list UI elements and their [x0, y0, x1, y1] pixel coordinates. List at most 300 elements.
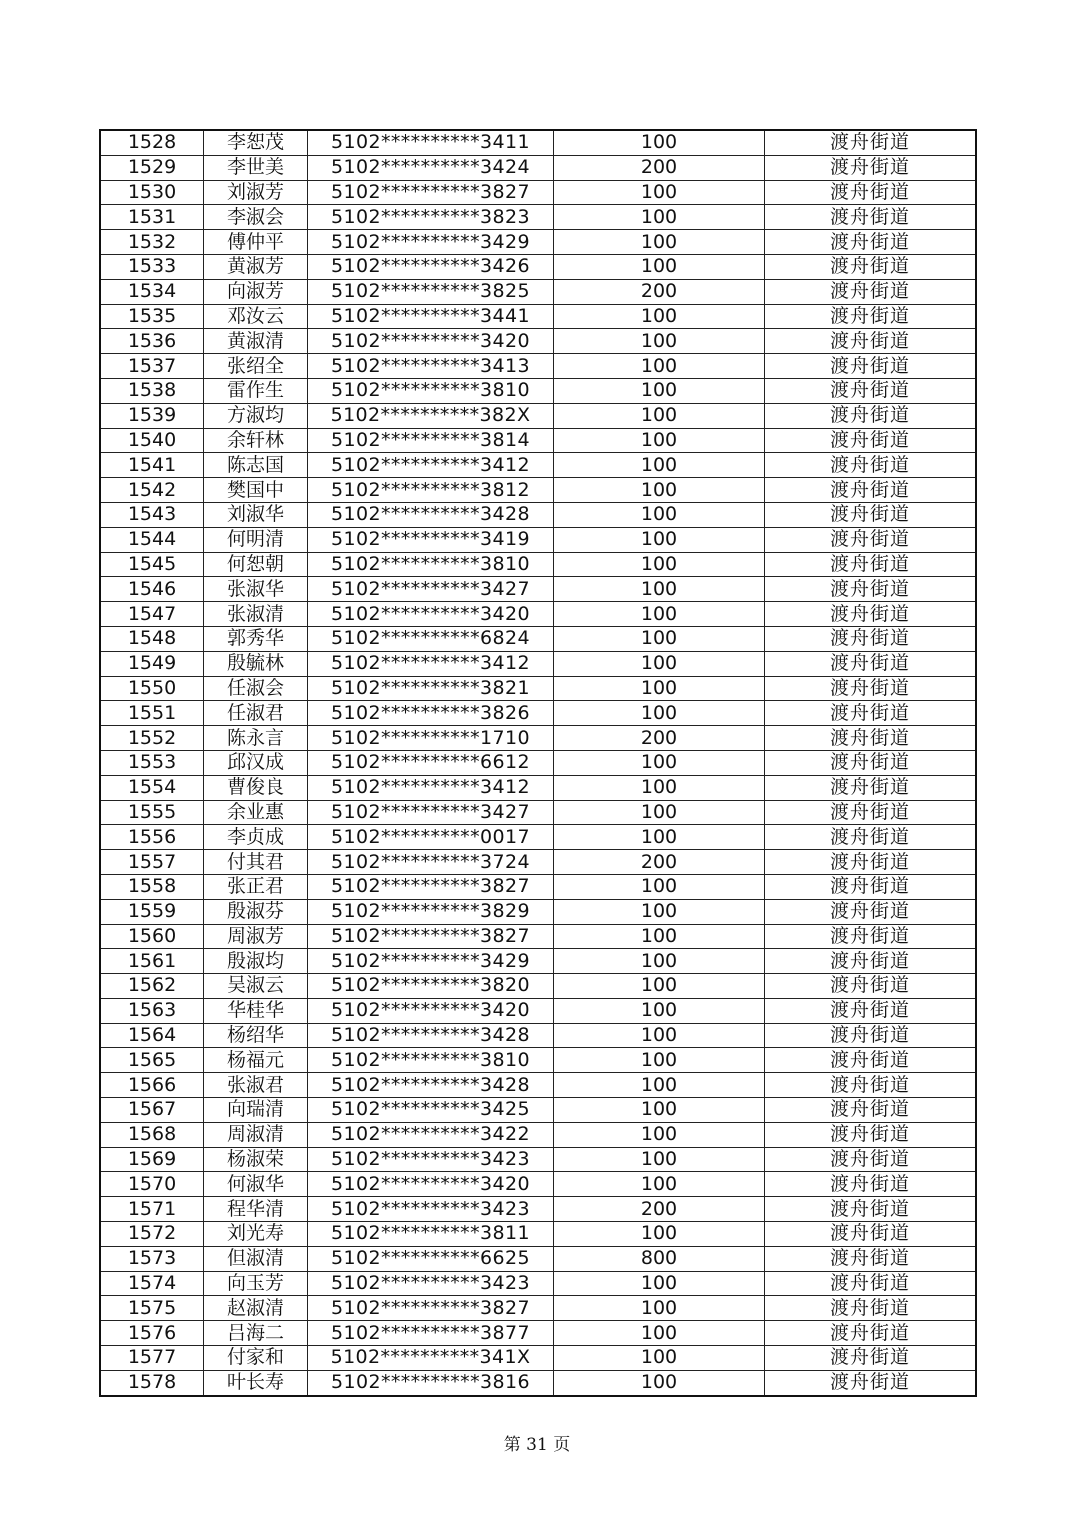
row-number-cell: 1570	[100, 1172, 204, 1197]
row-number-cell: 1560	[100, 924, 204, 949]
table-row	[100, 750, 976, 775]
table-row	[100, 180, 976, 205]
amount-cell: 100	[554, 180, 765, 205]
id-number-cell: 5102**********3420	[308, 329, 554, 354]
amount-cell: 100	[554, 602, 765, 627]
amount-cell: 100	[554, 1222, 765, 1247]
district-cell: 渡舟街道	[765, 1321, 977, 1346]
amount-cell: 100	[554, 750, 765, 775]
table-row	[100, 1147, 976, 1172]
row-number-cell: 1574	[100, 1271, 204, 1296]
amount-cell: 100	[554, 1296, 765, 1321]
district-cell: 渡舟街道	[765, 949, 977, 974]
row-number-cell: 1556	[100, 825, 204, 850]
name-cell: 邓汝云	[204, 304, 308, 329]
name-cell: 周淑芳	[204, 924, 308, 949]
district-cell: 渡舟街道	[765, 602, 977, 627]
district-cell: 渡舟街道	[765, 130, 977, 155]
id-number-cell: 5102**********3427	[308, 577, 554, 602]
district-cell: 渡舟街道	[765, 726, 977, 751]
table-row	[100, 775, 976, 800]
name-cell: 刘淑芳	[204, 180, 308, 205]
id-number-cell: 5102**********3423	[308, 1271, 554, 1296]
district-cell: 渡舟街道	[765, 254, 977, 279]
id-number-cell: 5102**********3724	[308, 850, 554, 875]
name-cell: 吕海二	[204, 1321, 308, 1346]
name-cell: 赵淑清	[204, 1296, 308, 1321]
table-row	[100, 378, 976, 403]
row-number-cell: 1576	[100, 1321, 204, 1346]
table-row	[100, 924, 976, 949]
name-cell: 傅仲平	[204, 230, 308, 255]
id-number-cell: 5102**********3428	[308, 1023, 554, 1048]
table-row	[100, 254, 976, 279]
district-cell: 渡舟街道	[765, 1098, 977, 1123]
district-cell: 渡舟街道	[765, 974, 977, 999]
row-number-cell: 1568	[100, 1122, 204, 1147]
district-cell: 渡舟街道	[765, 775, 977, 800]
name-cell: 刘淑华	[204, 502, 308, 527]
district-cell: 渡舟街道	[765, 155, 977, 180]
name-cell: 殷淑芬	[204, 899, 308, 924]
table-row	[100, 800, 976, 825]
table-row	[100, 205, 976, 230]
table-row	[100, 1346, 976, 1371]
row-number-cell: 1561	[100, 949, 204, 974]
name-cell: 吴淑云	[204, 974, 308, 999]
id-number-cell: 5102**********3426	[308, 254, 554, 279]
district-cell: 渡舟街道	[765, 577, 977, 602]
district-cell: 渡舟街道	[765, 1172, 977, 1197]
table-row	[100, 825, 976, 850]
row-number-cell: 1562	[100, 974, 204, 999]
name-cell: 张绍全	[204, 354, 308, 379]
district-cell: 渡舟街道	[765, 527, 977, 552]
table-row	[100, 949, 976, 974]
table-row	[100, 552, 976, 577]
table-row	[100, 304, 976, 329]
row-number-cell: 1577	[100, 1346, 204, 1371]
district-cell: 渡舟街道	[765, 1073, 977, 1098]
table-row	[100, 527, 976, 552]
district-cell: 渡舟街道	[765, 676, 977, 701]
name-cell: 邱汉成	[204, 750, 308, 775]
amount-cell: 100	[554, 552, 765, 577]
amount-cell: 100	[554, 1147, 765, 1172]
id-number-cell: 5102**********3814	[308, 428, 554, 453]
table-row	[100, 478, 976, 503]
amount-cell: 100	[554, 775, 765, 800]
row-number-cell: 1575	[100, 1296, 204, 1321]
id-number-cell: 5102**********3424	[308, 155, 554, 180]
row-number-cell: 1544	[100, 527, 204, 552]
table-row	[100, 279, 976, 304]
row-number-cell: 1566	[100, 1073, 204, 1098]
district-cell: 渡舟街道	[765, 329, 977, 354]
id-number-cell: 5102**********3823	[308, 205, 554, 230]
table-row	[100, 1370, 976, 1395]
row-number-cell: 1540	[100, 428, 204, 453]
amount-cell: 100	[554, 502, 765, 527]
row-number-cell: 1532	[100, 230, 204, 255]
district-cell: 渡舟街道	[765, 478, 977, 503]
row-number-cell: 1557	[100, 850, 204, 875]
id-number-cell: 5102**********3811	[308, 1222, 554, 1247]
row-number-cell: 1528	[100, 130, 204, 155]
id-number-cell: 5102**********3829	[308, 899, 554, 924]
id-number-cell: 5102**********3412	[308, 775, 554, 800]
amount-cell: 100	[554, 205, 765, 230]
id-number-cell: 5102**********3412	[308, 651, 554, 676]
id-number-cell: 5102**********3877	[308, 1321, 554, 1346]
row-number-cell: 1545	[100, 552, 204, 577]
row-number-cell: 1571	[100, 1197, 204, 1222]
table-row	[100, 329, 976, 354]
amount-cell: 100	[554, 1346, 765, 1371]
id-number-cell: 5102**********6824	[308, 626, 554, 651]
amount-cell: 100	[554, 254, 765, 279]
table-row	[100, 230, 976, 255]
row-number-cell: 1551	[100, 701, 204, 726]
district-cell: 渡舟街道	[765, 701, 977, 726]
row-number-cell: 1537	[100, 354, 204, 379]
id-number-cell: 5102**********3411	[308, 130, 554, 155]
district-cell: 渡舟街道	[765, 502, 977, 527]
id-number-cell: 5102**********3425	[308, 1098, 554, 1123]
amount-cell: 100	[554, 403, 765, 428]
amount-cell: 100	[554, 1172, 765, 1197]
district-cell: 渡舟街道	[765, 304, 977, 329]
name-cell: 方淑均	[204, 403, 308, 428]
row-number-cell: 1567	[100, 1098, 204, 1123]
name-cell: 向玉芳	[204, 1271, 308, 1296]
table-row	[100, 651, 976, 676]
table-row	[100, 701, 976, 726]
amount-cell: 100	[554, 701, 765, 726]
row-number-cell: 1546	[100, 577, 204, 602]
name-cell: 张淑清	[204, 602, 308, 627]
id-number-cell: 5102**********3412	[308, 453, 554, 478]
name-cell: 雷作生	[204, 378, 308, 403]
table-row	[100, 899, 976, 924]
amount-cell: 100	[554, 974, 765, 999]
table-row	[100, 1197, 976, 1222]
row-number-cell: 1531	[100, 205, 204, 230]
row-number-cell: 1541	[100, 453, 204, 478]
row-number-cell: 1555	[100, 800, 204, 825]
amount-cell: 200	[554, 1197, 765, 1222]
id-number-cell: 5102**********3825	[308, 279, 554, 304]
id-number-cell: 5102**********3827	[308, 180, 554, 205]
district-cell: 渡舟街道	[765, 1048, 977, 1073]
amount-cell: 100	[554, 230, 765, 255]
row-number-cell: 1548	[100, 626, 204, 651]
amount-cell: 100	[554, 626, 765, 651]
name-cell: 黄淑清	[204, 329, 308, 354]
district-cell: 渡舟街道	[765, 403, 977, 428]
table-row	[100, 502, 976, 527]
name-cell: 陈永言	[204, 726, 308, 751]
district-cell: 渡舟街道	[765, 552, 977, 577]
table-row	[100, 626, 976, 651]
name-cell: 李恕茂	[204, 130, 308, 155]
page-number: 第 31 页	[503, 1435, 571, 1455]
name-cell: 但淑清	[204, 1246, 308, 1271]
id-number-cell: 5102**********341X	[308, 1346, 554, 1371]
name-cell: 黄淑芳	[204, 254, 308, 279]
district-cell: 渡舟街道	[765, 1370, 977, 1395]
name-cell: 杨绍华	[204, 1023, 308, 1048]
district-cell: 渡舟街道	[765, 626, 977, 651]
table-row	[100, 1321, 976, 1346]
amount-cell: 100	[554, 1321, 765, 1346]
id-number-cell: 5102**********3427	[308, 800, 554, 825]
name-cell: 任淑会	[204, 676, 308, 701]
table-row	[100, 1246, 976, 1271]
row-number-cell: 1558	[100, 874, 204, 899]
district-cell: 渡舟街道	[765, 874, 977, 899]
id-number-cell: 5102**********3810	[308, 552, 554, 577]
amount-cell: 800	[554, 1246, 765, 1271]
name-cell: 付其君	[204, 850, 308, 875]
row-number-cell: 1563	[100, 998, 204, 1023]
row-number-cell: 1553	[100, 750, 204, 775]
id-number-cell: 5102**********3423	[308, 1197, 554, 1222]
id-number-cell: 5102**********3429	[308, 230, 554, 255]
name-cell: 李贞成	[204, 825, 308, 850]
id-number-cell: 5102**********6612	[308, 750, 554, 775]
district-cell: 渡舟街道	[765, 1296, 977, 1321]
row-number-cell: 1559	[100, 899, 204, 924]
name-cell: 陈志国	[204, 453, 308, 478]
table-row	[100, 1122, 976, 1147]
district-cell: 渡舟街道	[765, 230, 977, 255]
table-row	[100, 1271, 976, 1296]
amount-cell: 100	[554, 998, 765, 1023]
id-number-cell: 5102**********3420	[308, 998, 554, 1023]
row-number-cell: 1539	[100, 403, 204, 428]
amount-cell: 200	[554, 850, 765, 875]
district-cell: 渡舟街道	[765, 825, 977, 850]
id-number-cell: 5102**********1710	[308, 726, 554, 751]
id-number-cell: 5102**********3422	[308, 1122, 554, 1147]
table-row	[100, 428, 976, 453]
row-number-cell: 1573	[100, 1246, 204, 1271]
amount-cell: 100	[554, 874, 765, 899]
id-number-cell: 5102**********3810	[308, 378, 554, 403]
table-row	[100, 1296, 976, 1321]
id-number-cell: 5102**********3816	[308, 1370, 554, 1395]
row-number-cell: 1565	[100, 1048, 204, 1073]
name-cell: 周淑清	[204, 1122, 308, 1147]
district-cell: 渡舟街道	[765, 924, 977, 949]
district-cell: 渡舟街道	[765, 1122, 977, 1147]
name-cell: 郭秀华	[204, 626, 308, 651]
district-cell: 渡舟街道	[765, 205, 977, 230]
table-row	[100, 130, 976, 155]
amount-cell: 100	[554, 1023, 765, 1048]
id-number-cell: 5102**********382X	[308, 403, 554, 428]
amount-cell: 100	[554, 378, 765, 403]
amount-cell: 100	[554, 130, 765, 155]
table-row	[100, 1098, 976, 1123]
table-row	[100, 354, 976, 379]
name-cell: 向瑞清	[204, 1098, 308, 1123]
name-cell: 曹俊良	[204, 775, 308, 800]
table-row	[100, 1222, 976, 1247]
district-cell: 渡舟街道	[765, 800, 977, 825]
amount-cell: 100	[554, 1271, 765, 1296]
amount-cell: 100	[554, 676, 765, 701]
row-number-cell: 1536	[100, 329, 204, 354]
id-number-cell: 5102**********3812	[308, 478, 554, 503]
id-number-cell: 5102**********3826	[308, 701, 554, 726]
name-cell: 张正君	[204, 874, 308, 899]
row-number-cell: 1550	[100, 676, 204, 701]
table-row	[100, 874, 976, 899]
name-cell: 杨福元	[204, 1048, 308, 1073]
row-number-cell: 1572	[100, 1222, 204, 1247]
name-cell: 张淑华	[204, 577, 308, 602]
id-number-cell: 5102**********3827	[308, 1296, 554, 1321]
table-row	[100, 155, 976, 180]
district-cell: 渡舟街道	[765, 1147, 977, 1172]
amount-cell: 100	[554, 651, 765, 676]
id-number-cell: 5102**********3827	[308, 924, 554, 949]
row-number-cell: 1530	[100, 180, 204, 205]
amount-cell: 100	[554, 825, 765, 850]
row-number-cell: 1535	[100, 304, 204, 329]
table-row	[100, 453, 976, 478]
id-number-cell: 5102**********3821	[308, 676, 554, 701]
amount-cell: 200	[554, 726, 765, 751]
row-number-cell: 1534	[100, 279, 204, 304]
id-number-cell: 5102**********3420	[308, 602, 554, 627]
row-number-cell: 1543	[100, 502, 204, 527]
district-cell: 渡舟街道	[765, 850, 977, 875]
table-row	[100, 602, 976, 627]
amount-cell: 100	[554, 527, 765, 552]
amount-cell: 200	[554, 155, 765, 180]
amount-cell: 100	[554, 478, 765, 503]
table-row	[100, 1073, 976, 1098]
amount-cell: 100	[554, 899, 765, 924]
amount-cell: 100	[554, 1098, 765, 1123]
name-cell: 杨淑荣	[204, 1147, 308, 1172]
id-number-cell: 5102**********3429	[308, 949, 554, 974]
id-number-cell: 5102**********3413	[308, 354, 554, 379]
amount-cell: 100	[554, 453, 765, 478]
name-cell: 华桂华	[204, 998, 308, 1023]
amount-cell: 100	[554, 1122, 765, 1147]
table-row	[100, 577, 976, 602]
name-cell: 殷淑均	[204, 949, 308, 974]
name-cell: 余业惠	[204, 800, 308, 825]
name-cell: 向淑芳	[204, 279, 308, 304]
amount-cell: 100	[554, 924, 765, 949]
amount-cell: 100	[554, 329, 765, 354]
row-number-cell: 1569	[100, 1147, 204, 1172]
name-cell: 何淑华	[204, 1172, 308, 1197]
district-cell: 渡舟街道	[765, 750, 977, 775]
table-row	[100, 676, 976, 701]
row-number-cell: 1538	[100, 378, 204, 403]
name-cell: 刘光寿	[204, 1222, 308, 1247]
name-cell: 任淑君	[204, 701, 308, 726]
row-number-cell: 1542	[100, 478, 204, 503]
table-row	[100, 850, 976, 875]
name-cell: 李淑会	[204, 205, 308, 230]
roster-table	[99, 129, 977, 1397]
id-number-cell: 5102**********0017	[308, 825, 554, 850]
amount-cell: 100	[554, 1370, 765, 1395]
name-cell: 何明清	[204, 527, 308, 552]
district-cell: 渡舟街道	[765, 1246, 977, 1271]
row-number-cell: 1549	[100, 651, 204, 676]
amount-cell: 100	[554, 304, 765, 329]
table-row	[100, 1048, 976, 1073]
id-number-cell: 5102**********3827	[308, 874, 554, 899]
district-cell: 渡舟街道	[765, 899, 977, 924]
name-cell: 何恕朝	[204, 552, 308, 577]
table-row	[100, 403, 976, 428]
name-cell: 殷毓林	[204, 651, 308, 676]
amount-cell: 100	[554, 1048, 765, 1073]
id-number-cell: 5102**********3428	[308, 1073, 554, 1098]
id-number-cell: 5102**********3420	[308, 1172, 554, 1197]
table-row	[100, 1023, 976, 1048]
amount-cell: 200	[554, 279, 765, 304]
name-cell: 余轩林	[204, 428, 308, 453]
district-cell: 渡舟街道	[765, 998, 977, 1023]
row-number-cell: 1564	[100, 1023, 204, 1048]
id-number-cell: 5102**********6625	[308, 1246, 554, 1271]
table-row	[100, 726, 976, 751]
roster-table-body	[100, 130, 976, 1396]
id-number-cell: 5102**********3428	[308, 502, 554, 527]
amount-cell: 100	[554, 949, 765, 974]
id-number-cell: 5102**********3419	[308, 527, 554, 552]
name-cell: 程华清	[204, 1197, 308, 1222]
district-cell: 渡舟街道	[765, 651, 977, 676]
row-number-cell: 1529	[100, 155, 204, 180]
amount-cell: 100	[554, 354, 765, 379]
name-cell: 樊国中	[204, 478, 308, 503]
district-cell: 渡舟街道	[765, 1346, 977, 1371]
amount-cell: 100	[554, 800, 765, 825]
id-number-cell: 5102**********3810	[308, 1048, 554, 1073]
district-cell: 渡舟街道	[765, 279, 977, 304]
district-cell: 渡舟街道	[765, 1023, 977, 1048]
name-cell: 李世美	[204, 155, 308, 180]
table-row	[100, 1172, 976, 1197]
table-row	[100, 998, 976, 1023]
row-number-cell: 1533	[100, 254, 204, 279]
district-cell: 渡舟街道	[765, 1222, 977, 1247]
amount-cell: 100	[554, 1073, 765, 1098]
name-cell: 张淑君	[204, 1073, 308, 1098]
district-cell: 渡舟街道	[765, 453, 977, 478]
id-number-cell: 5102**********3423	[308, 1147, 554, 1172]
table-row	[100, 974, 976, 999]
name-cell: 叶长寿	[204, 1370, 308, 1395]
row-number-cell: 1554	[100, 775, 204, 800]
district-cell: 渡舟街道	[765, 1271, 977, 1296]
district-cell: 渡舟街道	[765, 1197, 977, 1222]
row-number-cell: 1552	[100, 726, 204, 751]
district-cell: 渡舟街道	[765, 180, 977, 205]
amount-cell: 100	[554, 428, 765, 453]
